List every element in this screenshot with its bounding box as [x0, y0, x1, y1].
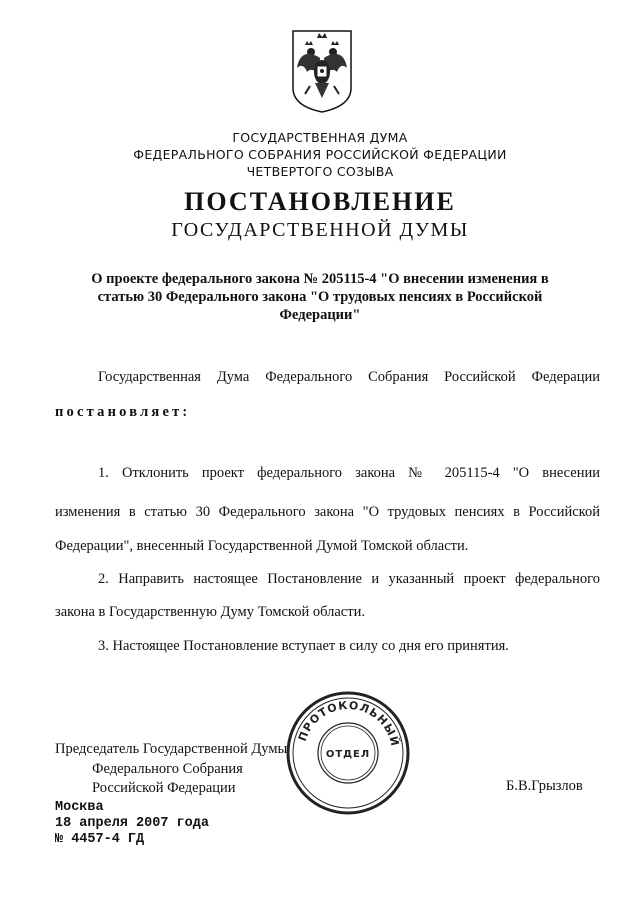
paragraph-1-line-2: изменения в статью 30 Федерального закона "О трудовых пенсиях в Российской	[55, 504, 600, 520]
signatory-title-line-1: Председатель Государственной Думы	[55, 741, 288, 757]
paragraph-2-line-1: 2. Направить настоящее Постановление и указанный проект федерального	[98, 571, 600, 587]
issue-city: Москва	[55, 800, 104, 815]
signatory-name: Б.В.Грызлов	[506, 778, 583, 794]
stamp-ring-text: ПРОТОКОЛЬНЫЙ	[295, 698, 402, 748]
signatory-title-line-2: Федерального Собрания	[92, 761, 243, 777]
official-round-stamp	[285, 690, 411, 816]
subject-line-1: О проекте федерального закона № 205115-4 "О внесении изменения в	[91, 271, 549, 287]
org-name-line-1: ГОСУДАРСТВЕННАЯ ДУМА	[232, 130, 408, 145]
paragraph-1-line-3: Федерации", внесенный Государственной Думой Томской области.	[55, 538, 469, 554]
document-type-title: ПОСТАНОВЛЕНИЕ	[184, 187, 456, 216]
paragraph-1-line-1: 1. Отклонить проект федерального закона № 205115-4 "О внесении	[98, 465, 600, 481]
stamp-seal-icon	[285, 690, 411, 816]
stamp-center-text: ОТДЕЛ	[325, 749, 371, 760]
preamble-text: Государственная Дума Федерального Собрания Российской Федерации	[98, 369, 600, 385]
coat-of-arms-emblem	[290, 28, 354, 114]
subject-line-3: Федерации"	[279, 307, 361, 323]
paragraph-3: 3. Настоящее Постановление вступает в силу со дня его принятия.	[98, 638, 509, 654]
decree-word: постановляет:	[55, 404, 191, 420]
document-subtitle: ГОСУДАРСТВЕННОЙ ДУМЫ	[171, 219, 469, 241]
double-headed-eagle-icon	[290, 28, 354, 114]
paragraph-2-line-2: закона в Государственную Думу Томской области.	[55, 604, 365, 620]
subject-line-2: статью 30 Федерального закона "О трудовых пенсиях в Российской	[97, 289, 543, 305]
org-name-line-2: ФЕДЕРАЛЬНОГО СОБРАНИЯ РОССИЙСКОЙ ФЕДЕРАЦИИ	[133, 147, 507, 162]
signatory-title-line-3: Российской Федерации	[92, 780, 236, 796]
registration-number: № 4457-4 ГД	[55, 832, 145, 847]
issue-date: 18 апреля 2007 года	[55, 816, 209, 831]
org-convocation: ЧЕТВЕРТОГО СОЗЫВА	[246, 164, 394, 179]
